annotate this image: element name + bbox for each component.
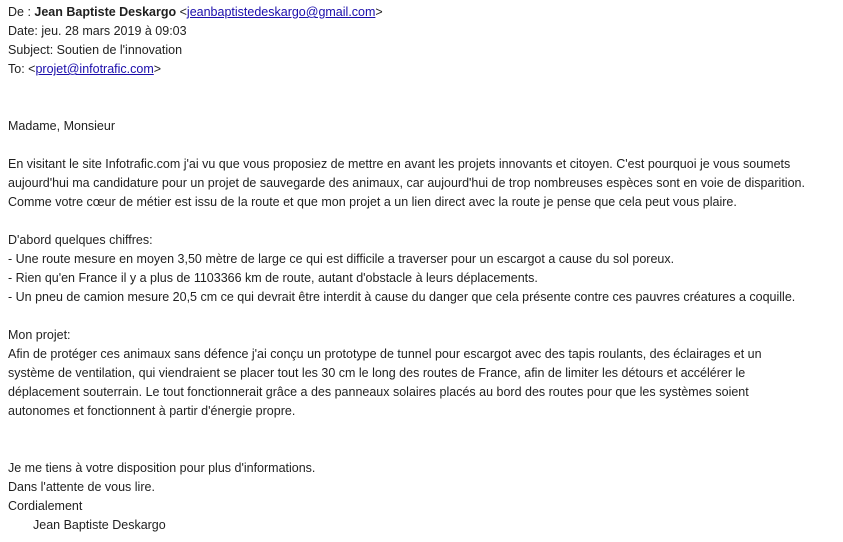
project-section [8,326,843,421]
closing-line: Cordialement [8,499,83,513]
project-line: déplacement souterrain. Le tout fonctionnerait grâce a des panneaux solaires placés au bord des routes pour que les systèmes soient [8,385,749,399]
intro-line: Comme votre cœur de métier est issu de la route et que mon projet a un lien direct avec la route je pense que cela peut vous plaire. [8,195,737,209]
sender-name: Jean Baptiste Deskargo [34,5,177,19]
signature: Jean Baptiste Deskargo [33,518,166,532]
to-line: To: <projet@infotrafic.com> [8,62,162,76]
spacer [8,136,843,155]
project-line: Afin de protéger ces animaux sans défence j'ai conçu un prototype de tunnel pour escargot avec des tapis roulants, des éclairages et un [8,347,762,361]
figure-item: - Une route mesure en moyen 3,50 mètre de large ce qui est difficile a traverser pour un escargot a cause du sol poreux. [8,252,675,266]
intro-line: aujourd'hui ma candidature pour un projet de sauvegarde des animaux, car aujourd'hui de trop nombreuses espèces sont en voie de disparition. [8,176,805,190]
spacer [8,79,843,117]
spacer [8,212,843,231]
sender-email-link[interactable]: jeanbaptistedeskargo@gmail.com [186,5,376,19]
spacer [8,421,843,459]
figure-item: - Un pneu de camion mesure 20,5 cm ce qui devrait être interdit à cause du danger que cela présente contre ces pauvres créatures a coquille. [8,290,796,304]
intro-paragraph [8,155,843,212]
spacer [8,307,843,326]
recipient-email-link[interactable]: projet@infotrafic.com [35,62,154,76]
subject-line: Subject: Soutien de l'innovation [8,43,183,57]
greeting: Madame, Monsieur [8,119,115,133]
from-label: De : [8,5,35,19]
figures-heading: D'abord quelques chiffres: [8,233,153,247]
closing-line: Dans l'attente de vous lire. [8,480,155,494]
project-line: système de ventilation, qui viendraient se placer tout les 30 cm le long des routes de France, afin de limiter les détours et accélérer le [8,366,746,380]
closing-line: Je me tiens à votre disposition pour plus d'informations. [8,461,316,475]
project-line: autonomes et fonctionnent à partir d'énergie propre. [8,404,296,418]
to-label: To: [8,62,29,76]
closing-section [8,459,843,535]
from-line: De : Jean Baptiste Deskargo <jeanbaptistedeskargo@gmail.com> [8,5,383,19]
figures-section [8,231,843,307]
date-line: Date: jeu. 28 mars 2019 à 09:03 [8,24,187,38]
project-heading: Mon projet: [8,328,71,342]
figure-item: - Rien qu'en France il y a plus de 1103366 km de route, autant d'obstacle à leurs déplacements. [8,271,538,285]
intro-line: En visitant le site Infotrafic.com j'ai vu que vous proposiez de mettre en avant les projets innovants et citoyen. C'est pourquoi je vous soumets [8,157,791,171]
